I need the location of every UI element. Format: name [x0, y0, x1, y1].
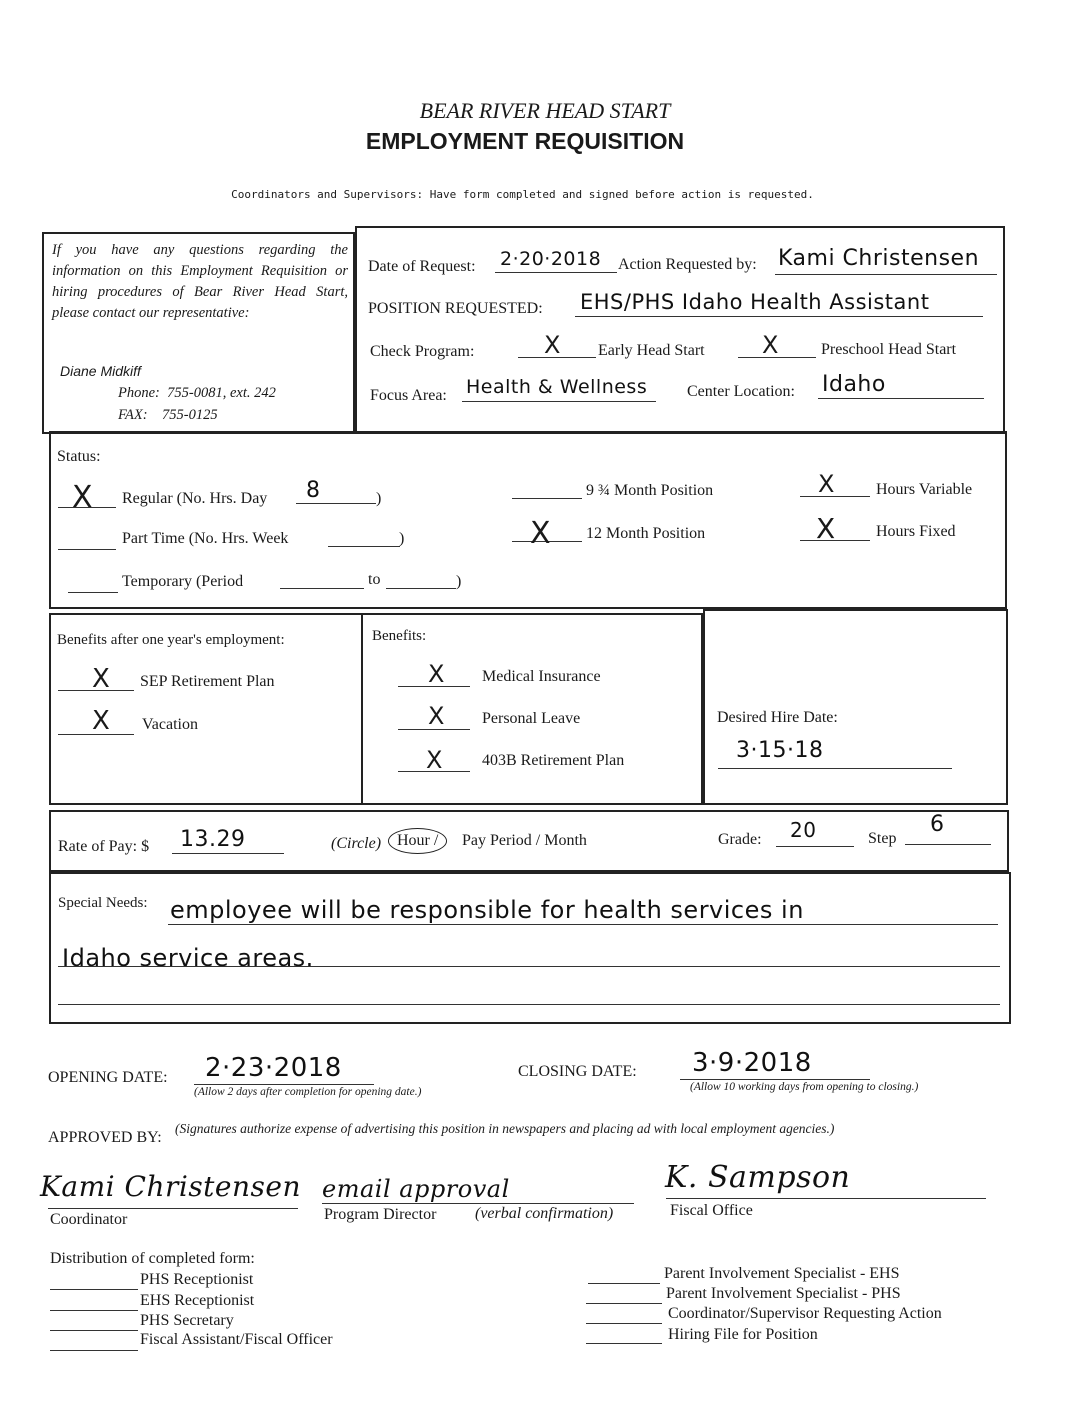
- center-location-value[interactable]: Idaho: [822, 372, 886, 397]
- status-label: Status:: [57, 448, 101, 465]
- step-label: Step: [868, 830, 897, 847]
- temporary-to: to: [368, 571, 381, 588]
- rate-of-pay-value[interactable]: 13.29: [180, 827, 246, 852]
- month12-label: 12 Month Position: [586, 525, 706, 542]
- early-head-start-label: Early Head Start: [598, 342, 705, 359]
- dist-right-1: Parent Involvement Specialist - EHS: [664, 1265, 900, 1282]
- hours-variable-label: Hours Variable: [876, 481, 973, 498]
- position-requested-value[interactable]: EHS/PHS Idaho Health Assistant: [580, 290, 930, 314]
- dist-right-2: Parent Involvement Specialist - PHS: [666, 1285, 901, 1302]
- grade-value[interactable]: 20: [790, 818, 817, 842]
- dist-left-1: PHS Receptionist: [140, 1271, 254, 1288]
- instructions: Coordinators and Supervisors: Have form completed and signed before action is requested.: [231, 188, 814, 201]
- step-value[interactable]: 6: [930, 812, 945, 837]
- 403b-retirement-check[interactable]: X: [426, 746, 443, 774]
- dist-right-3: Coordinator/Supervisor Requesting Action: [668, 1305, 942, 1322]
- dist-left-4: Fiscal Assistant/Fiscal Officer: [140, 1331, 333, 1348]
- dist-right-4: Hiring File for Position: [668, 1326, 818, 1343]
- contact-text: If you have any questions regarding the information on this Employment Requisition or hiring procedures of Bear River Head Start, please contact our representative:: [52, 242, 348, 321]
- center-location-label: Center Location:: [687, 383, 795, 400]
- opening-date-note: (Allow 2 days after completion for opening date.): [194, 1086, 422, 1098]
- 403b-retirement-label: 403B Retirement Plan: [482, 752, 625, 769]
- closing-date-label: CLOSING DATE:: [518, 1063, 637, 1080]
- special-needs-line2[interactable]: Idaho service areas.: [62, 944, 314, 972]
- grade-label: Grade:: [718, 831, 762, 848]
- opening-date-label: OPENING DATE:: [48, 1069, 168, 1086]
- fiscal-office-label: Fiscal Office: [670, 1202, 753, 1219]
- benefits-after-label: Benefits after one year's employment:: [57, 632, 285, 648]
- focus-area-label: Focus Area:: [370, 387, 447, 404]
- program-director-label: Program Director: [324, 1206, 437, 1223]
- desired-hire-label: Desired Hire Date:: [717, 709, 838, 726]
- medical-insurance-check[interactable]: X: [428, 660, 445, 688]
- benefits-label: Benefits:: [372, 628, 427, 644]
- coordinator-signature[interactable]: Kami Christensen: [40, 1170, 302, 1203]
- dist-left-3: PHS Secretary: [140, 1312, 234, 1329]
- preschool-head-start-label: Preschool Head Start: [821, 341, 957, 358]
- contact-phone: Phone: 755-0081, ext. 242: [118, 385, 276, 401]
- month12-check[interactable]: X: [530, 516, 551, 551]
- approved-by-label: APPROVED BY:: [48, 1129, 162, 1146]
- opening-date-value[interactable]: 2·23·2018: [205, 1053, 342, 1083]
- date-of-request-label: Date of Request:: [368, 258, 476, 275]
- coordinator-label: Coordinator: [50, 1211, 128, 1228]
- personal-leave-label: Personal Leave: [482, 710, 581, 727]
- vacation-label: Vacation: [142, 716, 198, 733]
- temporary-label: Temporary (Period: [122, 573, 244, 590]
- special-needs-line1[interactable]: employee will be responsible for health services in: [170, 896, 804, 924]
- regular-hours-value[interactable]: 8: [306, 478, 321, 503]
- part-time-label: Part Time (No. Hrs. Week: [122, 530, 289, 547]
- medical-insurance-label: Medical Insurance: [482, 668, 601, 685]
- special-needs-label: Special Needs:: [58, 895, 148, 911]
- position-requested-label: POSITION REQUESTED:: [368, 300, 543, 317]
- personal-leave-check[interactable]: X: [428, 702, 445, 730]
- action-requested-label: Action Requested by:: [618, 256, 757, 273]
- closing-date-value[interactable]: 3·9·2018: [692, 1048, 812, 1078]
- fiscal-office-signature[interactable]: K. Sampson: [665, 1160, 851, 1195]
- form-title: EMPLOYMENT REQUISITION: [365, 128, 685, 154]
- hours-fixed-check[interactable]: X: [816, 512, 836, 545]
- action-requested-value[interactable]: Kami Christensen: [778, 246, 980, 271]
- hour-option[interactable]: Hour /: [388, 828, 447, 854]
- org-name: BEAR RIVER HEAD START: [419, 98, 671, 123]
- circle-label: (Circle): [331, 835, 382, 852]
- paren: ): [376, 490, 382, 507]
- vacation-check[interactable]: X: [92, 706, 110, 736]
- hours-variable-check[interactable]: X: [818, 470, 835, 498]
- dist-left-2: EHS Receptionist: [140, 1292, 255, 1309]
- contact-name: Diane Midkiff: [60, 363, 141, 379]
- approved-by-note: (Signatures authorize expense of advertising this position in newspapers and placing ad with local employment agencies.): [175, 1121, 835, 1136]
- hire-date-box: [703, 609, 1008, 805]
- program-director-signature[interactable]: email approval: [322, 1175, 510, 1203]
- hours-fixed-label: Hours Fixed: [876, 523, 956, 540]
- regular-check[interactable]: X: [72, 480, 93, 515]
- check-program-label: Check Program:: [370, 343, 475, 360]
- focus-area-value[interactable]: Health & Wellness: [466, 376, 648, 398]
- sep-retirement-check[interactable]: X: [92, 664, 110, 694]
- sep-retirement-label: SEP Retirement Plan: [140, 673, 275, 690]
- early-head-start-check[interactable]: X: [544, 331, 561, 359]
- desired-hire-value[interactable]: 3·15·18: [736, 738, 824, 763]
- paren: ): [399, 530, 405, 547]
- preschool-head-start-check[interactable]: X: [762, 331, 779, 359]
- date-of-request-value[interactable]: 2·20·2018: [500, 248, 602, 270]
- contact-fax: FAX: 755-0125: [118, 407, 218, 423]
- month9-label: 9 ¾ Month Position: [586, 482, 714, 499]
- distribution-label: Distribution of completed form:: [50, 1250, 255, 1267]
- paren: ): [456, 573, 462, 590]
- regular-label: Regular (No. Hrs. Day: [122, 490, 268, 507]
- program-director-note: (verbal confirmation): [475, 1205, 614, 1222]
- rate-of-pay-label: Rate of Pay: $: [58, 838, 150, 855]
- pay-period-option: Pay Period / Month: [462, 832, 587, 849]
- closing-date-note: (Allow 10 working days from opening to closing.): [690, 1081, 919, 1093]
